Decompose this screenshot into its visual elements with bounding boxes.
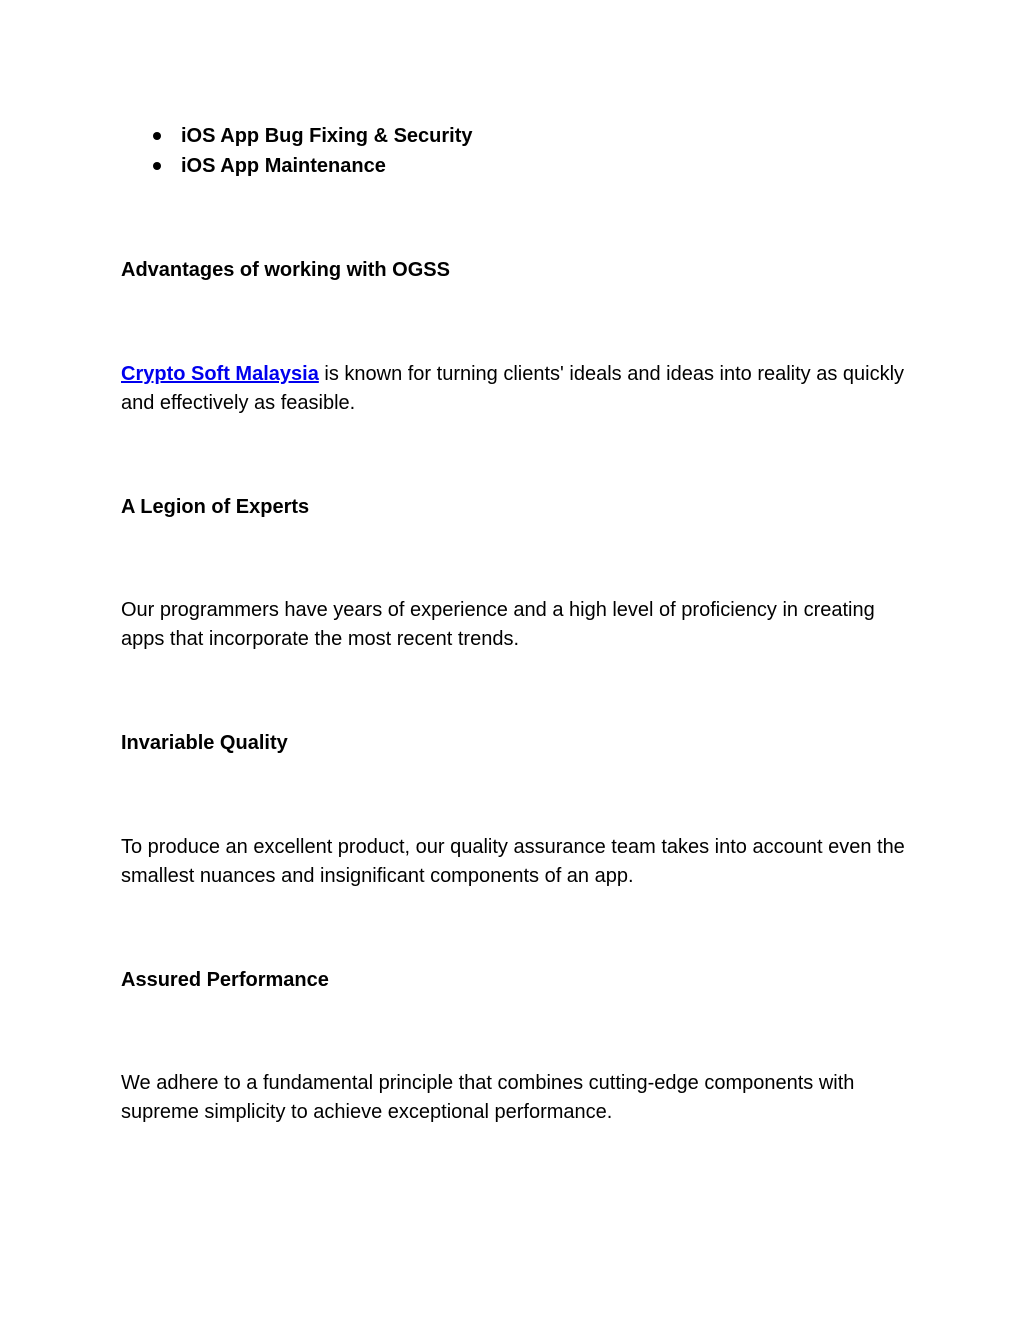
section-body: Our programmers have years of experience and a high level of proficiency in creating apps that incorporate the most recent trends.	[121, 599, 875, 650]
section-heading: Invariable Quality	[121, 732, 288, 754]
list-item	[0, 121, 900, 151]
list-item	[0, 151, 900, 181]
bullet-icon	[153, 162, 161, 170]
section-heading: Assured Performance	[121, 969, 329, 991]
service-bullet-list	[0, 121, 900, 181]
intro-text: is known for turning clients' ideals and ideas into reality as quickly and effectively as feasible.	[121, 363, 905, 414]
advantages-heading: Advantages of working with OGSS	[121, 259, 450, 281]
section-body: To produce an excellent product, our quality assurance team takes into account even the smallest nuances and insignificant components of an app.	[121, 836, 905, 887]
section-heading: A Legion of Experts	[121, 496, 310, 518]
bullet-text: iOS App Maintenance	[181, 155, 386, 177]
intro-paragraph	[121, 360, 911, 418]
crypto-soft-malaysia-link[interactable]: Crypto Soft Malaysia	[121, 363, 319, 385]
section-body: We adhere to a fundamental principle that combines cutting-edge components with supreme simplicity to achieve exceptional performance.	[121, 1072, 855, 1123]
bullet-text: iOS App Bug Fixing & Security	[181, 125, 473, 147]
bullet-icon	[153, 132, 161, 140]
